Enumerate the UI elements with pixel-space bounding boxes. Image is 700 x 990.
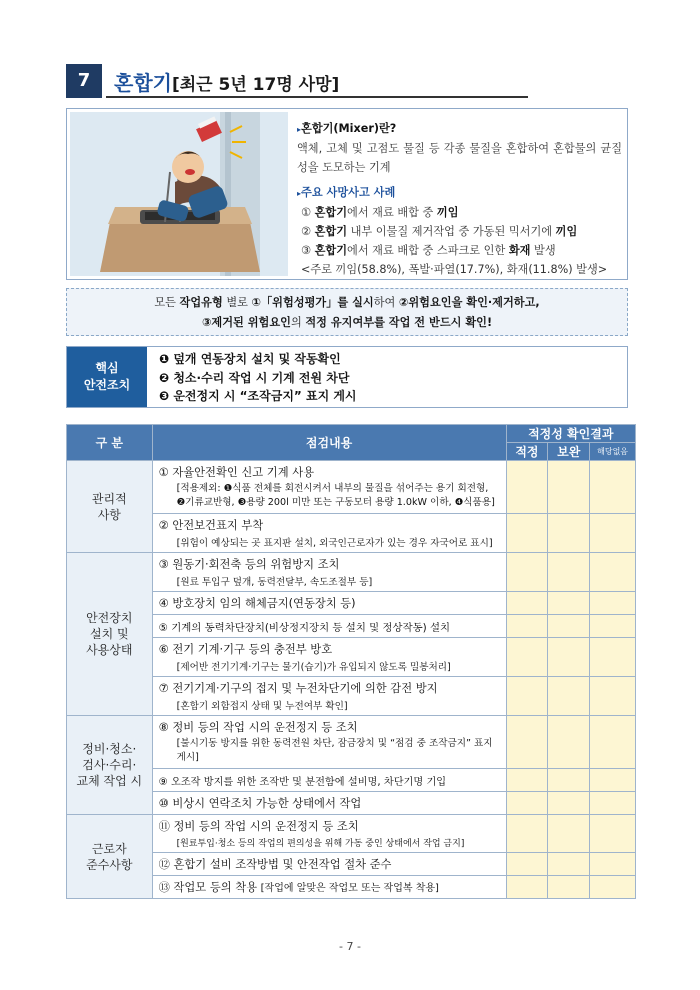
check-fix-12[interactable]	[548, 853, 590, 876]
check-fix-5[interactable]	[548, 615, 590, 638]
check-ok-1[interactable]	[506, 461, 548, 514]
check-ok-8[interactable]	[506, 716, 548, 769]
check-fix-4[interactable]	[548, 592, 590, 615]
check-fix-2[interactable]	[548, 514, 590, 553]
check-item-12: ⑫ 혼합기 설비 조작방법 및 안전작업 절차 준수	[152, 853, 506, 876]
notice-line-2: ③제거된 위험요인의 적정 유지여부를 작업 전 반드시 확인!	[201, 316, 493, 329]
check-fix-8[interactable]	[548, 716, 590, 769]
check-na-9[interactable]	[590, 769, 636, 792]
section-underline	[106, 96, 528, 98]
check-ok-5[interactable]	[506, 615, 548, 638]
page-number: - 7 -	[339, 940, 361, 953]
check-ok-4[interactable]	[506, 592, 548, 615]
definition-heading: ▸혼합기(Mixer)란?	[297, 122, 397, 135]
header-result: 적정성 확인결과	[506, 425, 635, 443]
check-na-3[interactable]	[590, 553, 636, 592]
checklist-table	[66, 424, 636, 899]
check-na-10[interactable]	[590, 792, 636, 815]
core-item-3: ❸ 운전정지 시 “조작금지” 표지 게시	[159, 389, 357, 403]
case-2: ② 혼합기 내부 이물질 제거작업 중 가동된 믹서기에 끼임	[301, 225, 578, 238]
category-management: 관리적 사항	[67, 461, 153, 553]
check-ok-13[interactable]	[506, 876, 548, 899]
check-fix-3[interactable]	[548, 553, 590, 592]
check-item-3: ③ 원동기·회전축 등의 위험방지 조치 [원료 투입구 덮개, 동력전달부, 속도조절부 등]	[152, 553, 506, 592]
case-1: ① 혼합기에서 재료 배합 중 끼임	[301, 206, 459, 219]
section-title	[114, 67, 339, 96]
check-na-4[interactable]	[590, 592, 636, 615]
check-na-13[interactable]	[590, 876, 636, 899]
check-fix-1[interactable]	[548, 461, 590, 514]
header-content: 점검내용	[152, 425, 506, 461]
header-na: 해당없음	[590, 443, 636, 461]
section-subtitle: [최근 5년 17명 사망]	[171, 75, 340, 95]
core-item-2: ❷ 청소·수리 작업 시 기계 전원 차단	[159, 370, 350, 385]
check-ok-2[interactable]	[506, 514, 548, 553]
check-na-11[interactable]	[590, 815, 636, 853]
check-ok-3[interactable]	[506, 553, 548, 592]
check-item-8: ⑧ 정비 등의 작업 시의 운전정지 등 조치 [불시기동 방지를 위한 동력전원 차단, 잠금장치 및 “점검 중 조작금지” 표지 게시]	[152, 716, 506, 769]
intro-text	[297, 119, 622, 279]
check-ok-10[interactable]	[506, 792, 548, 815]
check-fix-10[interactable]	[548, 792, 590, 815]
accident-stats: <주로 끼임(58.8%), 폭발·파열(17.7%), 화재(11.8%) 발생>	[301, 263, 608, 276]
category-safety-devices: 안전장치 설치 및 사용상태	[67, 553, 153, 716]
check-na-12[interactable]	[590, 853, 636, 876]
section-number: 7	[66, 64, 102, 98]
check-item-5: ⑤ 기계의 동력차단장치(비상정지장치 등 설치 및 정상작동) 설치	[152, 615, 506, 638]
notice-box	[66, 288, 628, 336]
case-3: ③ 혼합기에서 재료 배합 중 스파크로 인한 화재 발생	[301, 244, 556, 257]
check-na-6[interactable]	[590, 638, 636, 677]
check-item-11: ⑪ 정비 등의 작업 시의 운전정지 등 조치 [원료투입·청소 등의 작업의 편의성을 위해 가동 중인 상태에서 작업 금지]	[152, 815, 506, 853]
check-fix-6[interactable]	[548, 638, 590, 677]
check-ok-11[interactable]	[506, 815, 548, 853]
mixer-accident-illustration	[70, 112, 288, 276]
category-maintenance: 정비·청소· 검사·수리· 교체 작업 시	[67, 716, 153, 815]
check-na-5[interactable]	[590, 615, 636, 638]
check-ok-7[interactable]	[506, 677, 548, 716]
core-safety-items	[159, 350, 357, 406]
header-category: 구 분	[67, 425, 153, 461]
check-fix-11[interactable]	[548, 815, 590, 853]
check-fix-7[interactable]	[548, 677, 590, 716]
check-fix-9[interactable]	[548, 769, 590, 792]
section-header	[66, 64, 528, 98]
notice-line-1: 모든 작업유형 별로 ①「위험성평가」를 실시하여 ②위험요인을 확인·제거하고,	[154, 296, 540, 309]
cases-heading: ▸주요 사망사고 사례	[297, 186, 396, 199]
check-item-6: ⑥ 전기 기계·기구 등의 충전부 방호 [제어반 전기기계·기구는 물기(습기)가 유입되지 않도록 밀봉처리]	[152, 638, 506, 677]
check-na-2[interactable]	[590, 514, 636, 553]
check-item-10: ⑩ 비상시 연락조치 가능한 상태에서 작업	[152, 792, 506, 815]
check-item-4: ④ 방호장치 임의 해체금지(연동장치 등)	[152, 592, 506, 615]
header-ok: 적정	[506, 443, 548, 461]
check-item-1: ① 자율안전확인 신고 기계 사용 [적용제외: ❶식품 전체를 회전시켜서 내부의 물질을 섞어주는 용기 회전형, ❷기류교반형, ❸용량 200l 미만 또는 구동모터 용량 1.0kW 이하, ❹식품용]	[152, 461, 506, 514]
category-worker-compliance: 근로자 준수사항	[67, 815, 153, 899]
check-na-8[interactable]	[590, 716, 636, 769]
core-safety-label: 핵심 안전조치	[67, 347, 147, 407]
core-item-1: ❶ 덮개 연동장치 설치 및 작동확인	[159, 352, 341, 366]
check-fix-13[interactable]	[548, 876, 590, 899]
core-safety-box	[66, 346, 628, 408]
intro-box	[66, 108, 628, 280]
check-na-1[interactable]	[590, 461, 636, 514]
check-ok-9[interactable]	[506, 769, 548, 792]
section-title-main: 혼합기	[114, 71, 172, 95]
check-item-7: ⑦ 전기기계·기구의 접지 및 누전차단기에 의한 감전 방지 [혼합기 외함접지 상태 및 누전여부 확인]	[152, 677, 506, 716]
check-na-7[interactable]	[590, 677, 636, 716]
check-item-13: ⑬ 작업모 등의 착용 [작업에 알맞은 작업모 또는 작업복 착용]	[152, 876, 506, 899]
check-ok-6[interactable]	[506, 638, 548, 677]
check-item-9: ⑨ 오조작 방지를 위한 조작반 및 분전함에 설비명, 차단기명 기입	[152, 769, 506, 792]
definition-text: 액체, 고체 및 고점도 물질 등 각종 물질을 혼합하여 혼합물의 균질성을 도모하는 기계	[297, 142, 622, 174]
header-fix: 보완	[548, 443, 590, 461]
check-item-2: ② 안전보건표지 부착 [위험이 예상되는 곳 표지판 설치, 외국인근로자가 있는 경우 자국어로 표시]	[152, 514, 506, 553]
check-ok-12[interactable]	[506, 853, 548, 876]
